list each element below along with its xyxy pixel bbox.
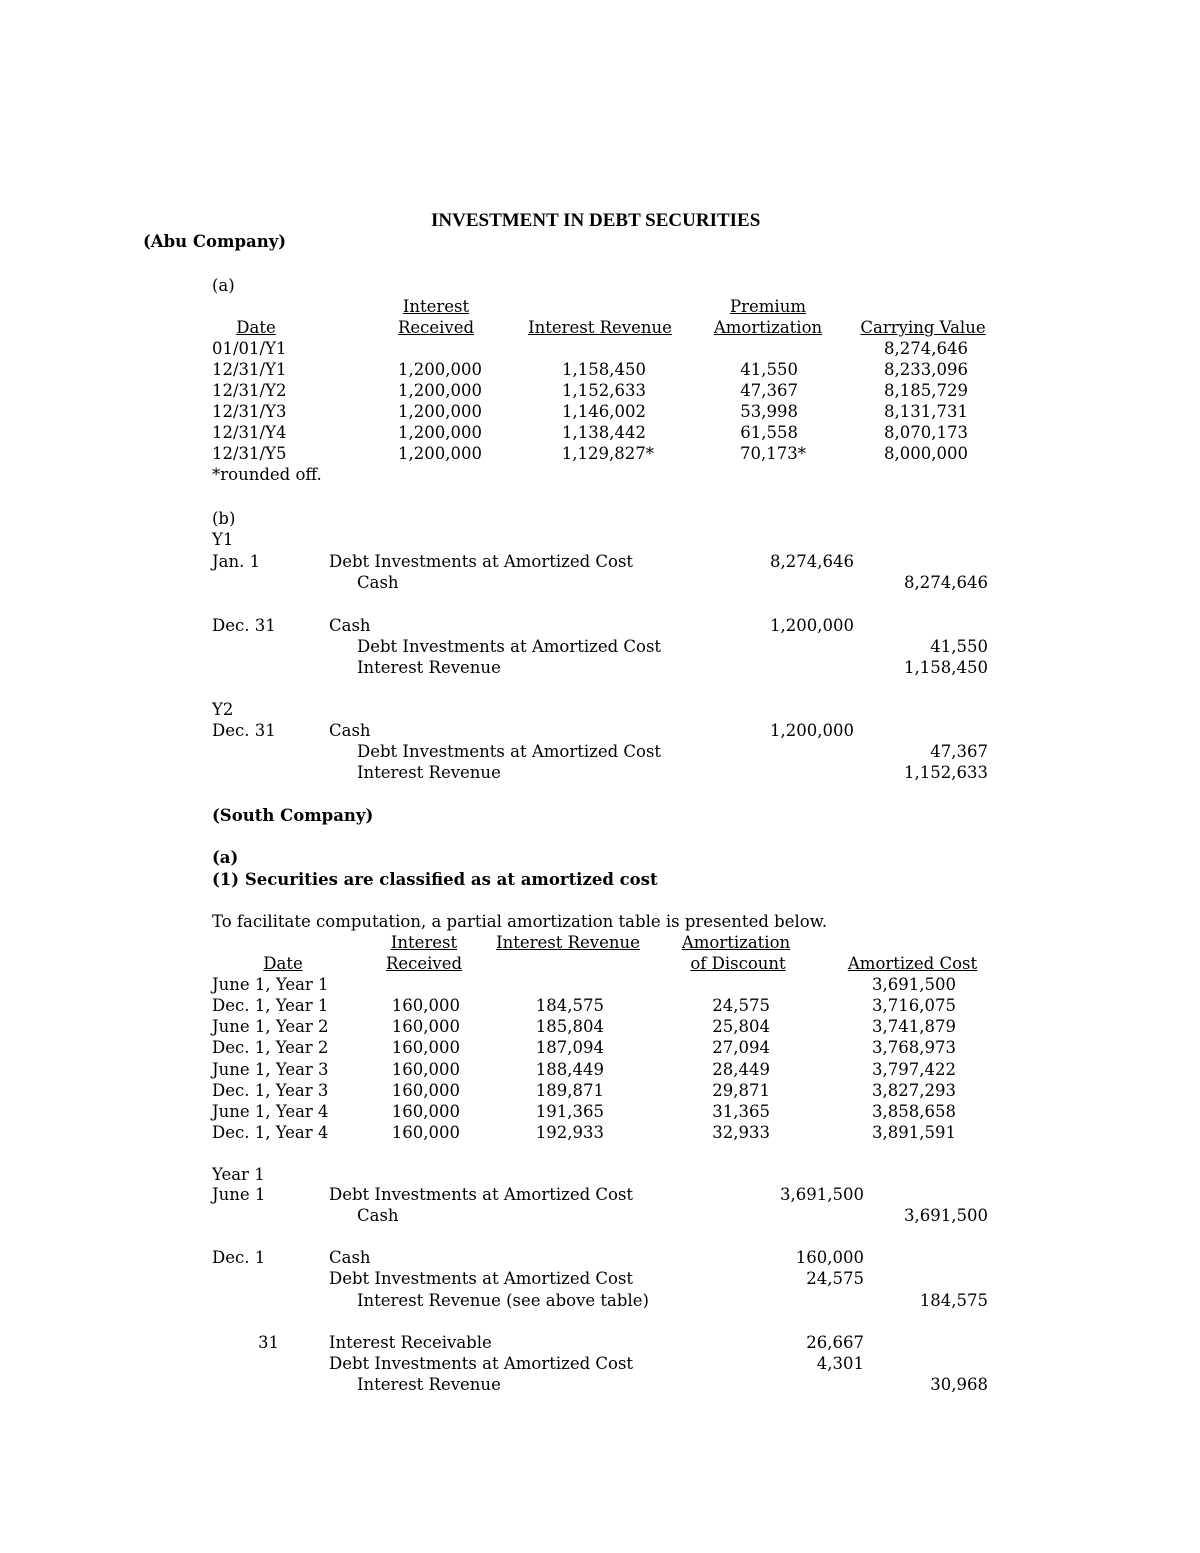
south-company-heading: (South Company) bbox=[212, 806, 374, 825]
row-interest-revenue: 191,365 bbox=[535, 1102, 604, 1121]
row-interest-received: 1,200,000 bbox=[398, 402, 482, 421]
row-interest-revenue: 188,449 bbox=[535, 1060, 604, 1079]
header-amortization-1: Amortization bbox=[681, 933, 791, 952]
row-interest-received: 160,000 bbox=[391, 1123, 460, 1142]
row-date: 12/31/Y2 bbox=[212, 381, 287, 400]
row-interest-received: 1,200,000 bbox=[398, 360, 482, 379]
entry-account: Debt Investments at Amortized Cost bbox=[329, 1185, 634, 1204]
header-carrying-value: Carrying Value bbox=[860, 318, 986, 337]
entry-account: Interest Revenue bbox=[357, 763, 501, 782]
entry-date: Dec. 1 bbox=[212, 1248, 266, 1267]
page-title: INVESTMENT IN DEBT SECURITIES bbox=[431, 210, 761, 231]
row-amortization: 28,449 bbox=[712, 1060, 770, 1079]
abu-part-a-label: (a) bbox=[212, 276, 235, 295]
entry-debit: 4,301 bbox=[816, 1354, 864, 1373]
row-interest-revenue: 192,933 bbox=[535, 1123, 604, 1142]
entry-credit: 41,550 bbox=[930, 637, 988, 656]
year-label: Y2 bbox=[212, 700, 234, 719]
row-interest-revenue: 1,158,450 bbox=[562, 360, 646, 379]
row-premium-amortization: 47,367 bbox=[740, 381, 798, 400]
row-interest-received: 160,000 bbox=[391, 996, 460, 1015]
row-premium-amortization: 61,558 bbox=[740, 423, 798, 442]
entry-account: Interest Revenue bbox=[357, 1375, 501, 1394]
row-amortized-cost: 3,827,293 bbox=[872, 1081, 956, 1100]
header-date: Date bbox=[236, 318, 276, 337]
entry-date: Dec. 31 bbox=[212, 721, 276, 740]
row-interest-revenue: 187,094 bbox=[535, 1038, 604, 1057]
entry-credit: 3,691,500 bbox=[904, 1206, 988, 1225]
row-amortized-cost: 3,691,500 bbox=[872, 975, 956, 994]
row-carrying-value: 8,274,646 bbox=[884, 339, 968, 358]
row-date: 12/31/Y3 bbox=[212, 402, 287, 421]
entry-debit: 160,000 bbox=[795, 1248, 864, 1267]
south-intro: To facilitate computation, a partial amortization table is presented below. bbox=[212, 912, 828, 931]
row-carrying-value: 8,233,096 bbox=[884, 360, 968, 379]
abu-part-b-label: (b) bbox=[212, 509, 236, 528]
row-interest-revenue: 1,146,002 bbox=[562, 402, 646, 421]
entry-debit: 1,200,000 bbox=[770, 616, 854, 635]
year-label: Y1 bbox=[212, 530, 234, 549]
row-premium-amortization: 53,998 bbox=[740, 402, 798, 421]
row-interest-received: 160,000 bbox=[391, 1060, 460, 1079]
row-interest-received: 160,000 bbox=[391, 1017, 460, 1036]
entry-credit: 1,158,450 bbox=[904, 658, 988, 677]
row-amortization: 32,933 bbox=[712, 1123, 770, 1142]
row-premium-amortization: 70,173* bbox=[740, 444, 806, 463]
entry-account: Debt Investments at Amortized Cost bbox=[329, 1354, 634, 1373]
row-amortization: 29,871 bbox=[712, 1081, 770, 1100]
row-date: June 1, Year 1 bbox=[212, 975, 329, 994]
entry-account: Debt Investments at Amortized Cost bbox=[357, 637, 662, 656]
south-subheading: (1) Securities are classified as at amortized cost bbox=[212, 870, 658, 889]
header-date: Date bbox=[263, 954, 303, 973]
header-interest-received-2: Received bbox=[385, 954, 463, 973]
row-interest-received: 160,000 bbox=[391, 1102, 460, 1121]
row-date: June 1, Year 3 bbox=[212, 1060, 329, 1079]
row-interest-received: 160,000 bbox=[391, 1081, 460, 1100]
header-interest-revenue: Interest Revenue bbox=[528, 318, 672, 337]
row-date: Dec. 1, Year 2 bbox=[212, 1038, 329, 1057]
entry-account: Cash bbox=[329, 616, 371, 635]
entry-credit: 30,968 bbox=[930, 1375, 988, 1394]
entry-account: Debt Investments at Amortized Cost bbox=[357, 742, 662, 761]
row-interest-revenue: 184,575 bbox=[535, 996, 604, 1015]
entry-debit: 8,274,646 bbox=[770, 552, 854, 571]
row-amortization: 24,575 bbox=[712, 996, 770, 1015]
entry-debit: 24,575 bbox=[806, 1269, 864, 1288]
entry-account: Cash bbox=[329, 721, 371, 740]
row-interest-revenue: 189,871 bbox=[535, 1081, 604, 1100]
header-premium-2: Amortization bbox=[713, 318, 823, 337]
entry-credit: 1,152,633 bbox=[904, 763, 988, 782]
entry-credit: 47,367 bbox=[930, 742, 988, 761]
abu-company-heading: (Abu Company) bbox=[143, 232, 287, 251]
entry-account: Debt Investments at Amortized Cost bbox=[329, 552, 634, 571]
row-date: 12/31/Y4 bbox=[212, 423, 287, 442]
header-amortized-cost: Amortized Cost bbox=[847, 954, 978, 973]
entry-date: June 1 bbox=[212, 1185, 266, 1204]
header-interest-revenue: Interest Revenue bbox=[496, 933, 640, 952]
entry-account: Cash bbox=[357, 1206, 399, 1225]
row-date: 12/31/Y1 bbox=[212, 360, 287, 379]
row-amortized-cost: 3,716,075 bbox=[872, 996, 956, 1015]
header-interest-received-2: Received bbox=[397, 318, 475, 337]
row-date: Dec. 1, Year 1 bbox=[212, 996, 329, 1015]
row-interest-received: 1,200,000 bbox=[398, 444, 482, 463]
row-date: June 1, Year 2 bbox=[212, 1017, 329, 1036]
row-carrying-value: 8,131,731 bbox=[884, 402, 968, 421]
header-amortization-2: of Discount bbox=[690, 954, 786, 973]
entry-account: Cash bbox=[329, 1248, 371, 1267]
entry-account: Interest Revenue (see above table) bbox=[357, 1291, 649, 1310]
entry-credit: 184,575 bbox=[919, 1291, 988, 1310]
row-carrying-value: 8,070,173 bbox=[884, 423, 968, 442]
entry-date: Dec. 31 bbox=[212, 616, 276, 635]
entry-credit: 8,274,646 bbox=[904, 573, 988, 592]
row-date: June 1, Year 4 bbox=[212, 1102, 329, 1121]
row-interest-revenue: 185,804 bbox=[535, 1017, 604, 1036]
row-amortized-cost: 3,891,591 bbox=[872, 1123, 956, 1142]
row-interest-received: 1,200,000 bbox=[398, 423, 482, 442]
row-interest-received: 160,000 bbox=[391, 1038, 460, 1057]
entry-date: 31 bbox=[258, 1333, 279, 1352]
row-amortized-cost: 3,797,422 bbox=[872, 1060, 956, 1079]
entry-date: Jan. 1 bbox=[212, 552, 261, 571]
header-interest-received-1: Interest bbox=[402, 297, 470, 316]
row-carrying-value: 8,185,729 bbox=[884, 381, 968, 400]
year-label: Year 1 bbox=[212, 1165, 265, 1184]
header-interest-received-1: Interest bbox=[390, 933, 458, 952]
row-amortized-cost: 3,858,658 bbox=[872, 1102, 956, 1121]
row-amortization: 27,094 bbox=[712, 1038, 770, 1057]
row-date: Dec. 1, Year 4 bbox=[212, 1123, 329, 1142]
row-amortization: 31,365 bbox=[712, 1102, 770, 1121]
south-part-a-label: (a) bbox=[212, 848, 239, 867]
row-date: Dec. 1, Year 3 bbox=[212, 1081, 329, 1100]
row-interest-revenue: 1,138,442 bbox=[562, 423, 646, 442]
row-premium-amortization: 41,550 bbox=[740, 360, 798, 379]
row-carrying-value: 8,000,000 bbox=[884, 444, 968, 463]
row-amortized-cost: 3,768,973 bbox=[872, 1038, 956, 1057]
header-premium-1: Premium bbox=[730, 297, 806, 316]
footnote: *rounded off. bbox=[212, 465, 322, 484]
row-date: 01/01/Y1 bbox=[212, 339, 287, 358]
row-interest-revenue: 1,152,633 bbox=[562, 381, 646, 400]
entry-debit: 1,200,000 bbox=[770, 721, 854, 740]
entry-account: Interest Receivable bbox=[329, 1333, 492, 1352]
entry-account: Interest Revenue bbox=[357, 658, 501, 677]
row-interest-revenue: 1,129,827* bbox=[561, 444, 654, 463]
row-interest-received: 1,200,000 bbox=[398, 381, 482, 400]
entry-debit: 26,667 bbox=[806, 1333, 864, 1352]
row-amortized-cost: 3,741,879 bbox=[872, 1017, 956, 1036]
entry-account: Cash bbox=[357, 573, 399, 592]
entry-debit: 3,691,500 bbox=[780, 1185, 864, 1204]
entry-account: Debt Investments at Amortized Cost bbox=[329, 1269, 634, 1288]
row-date: 12/31/Y5 bbox=[212, 444, 287, 463]
row-amortization: 25,804 bbox=[712, 1017, 770, 1036]
